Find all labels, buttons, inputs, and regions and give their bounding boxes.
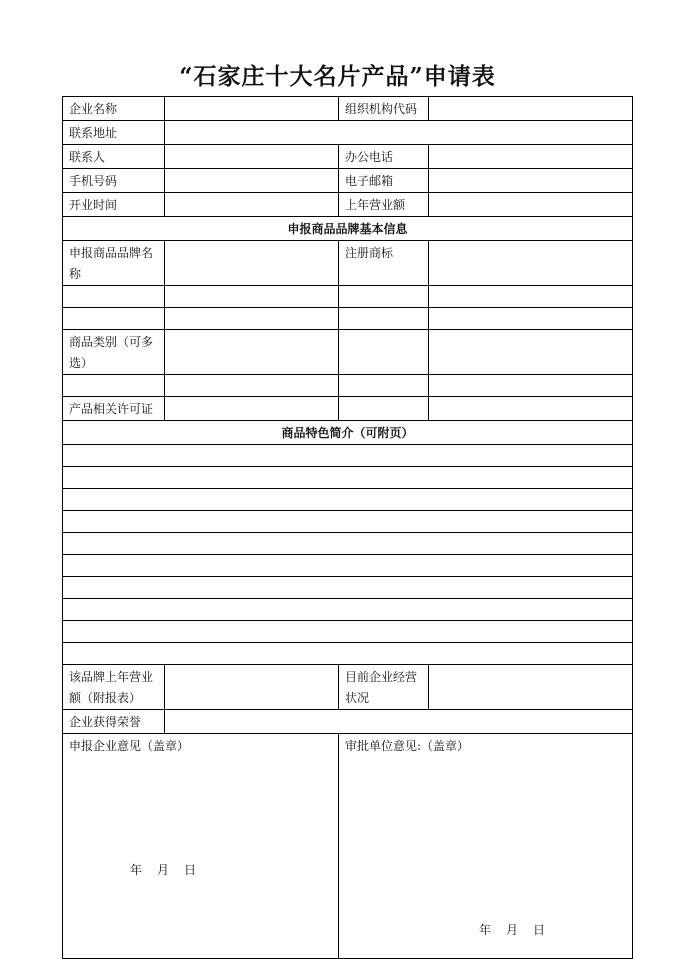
blank-cell[interactable]	[339, 286, 429, 308]
feature-line	[63, 511, 633, 533]
feature-line	[63, 621, 633, 643]
label-category: 商品类别（可多选）	[63, 330, 165, 375]
field-company-name[interactable]	[165, 97, 339, 121]
field-address[interactable]	[165, 121, 633, 145]
row-contact	[63, 145, 633, 169]
blank-cell[interactable]	[429, 286, 633, 308]
feature-line-field[interactable]	[63, 643, 633, 665]
label-contact: 联系人	[63, 145, 165, 169]
feature-line	[63, 533, 633, 555]
label-address: 联系地址	[63, 121, 165, 145]
blank-cell[interactable]	[339, 308, 429, 330]
feature-line	[63, 445, 633, 467]
field-open-date[interactable]	[165, 193, 339, 217]
section-header-features: 商品特色简介（可附页）	[63, 421, 633, 445]
blank-cell[interactable]	[429, 375, 633, 397]
section-header-brand: 申报商品品牌基本信息	[63, 217, 633, 241]
field-mobile[interactable]	[165, 169, 339, 193]
row-brand-name	[63, 241, 633, 286]
date-year: 年	[479, 923, 492, 937]
form-title: “石家庄十大名片产品”申请表	[179, 63, 496, 90]
blank-cell[interactable]	[429, 397, 633, 421]
row-category	[63, 330, 633, 375]
row-blank	[63, 286, 633, 308]
field-brand-revenue[interactable]	[165, 665, 339, 710]
field-contact[interactable]	[165, 145, 339, 169]
field-trademark[interactable]	[429, 241, 633, 286]
blank-cell[interactable]	[429, 330, 633, 375]
date-month: 月	[157, 863, 170, 877]
blank-cell[interactable]	[63, 308, 165, 330]
field-business-status[interactable]	[429, 665, 633, 710]
feature-line-field[interactable]	[63, 555, 633, 577]
field-brand-name[interactable]	[165, 241, 339, 286]
label-trademark: 注册商标	[339, 241, 429, 286]
row-features-section	[63, 421, 633, 445]
row-opinions	[63, 734, 633, 959]
field-category[interactable]	[165, 330, 339, 375]
label-honors: 企业获得荣誉	[63, 710, 165, 734]
feature-line	[63, 643, 633, 665]
blank-cell[interactable]	[63, 375, 165, 397]
date-year: 年	[130, 863, 143, 877]
blank-cell[interactable]	[339, 375, 429, 397]
feature-line-field[interactable]	[63, 511, 633, 533]
field-license[interactable]	[165, 397, 339, 421]
row-honors	[63, 710, 633, 734]
feature-line	[63, 467, 633, 489]
approver-date	[479, 920, 545, 941]
field-office-phone[interactable]	[429, 145, 633, 169]
label-license: 产品相关许可证	[63, 397, 165, 421]
label-mobile: 手机号码	[63, 169, 165, 193]
field-org-code[interactable]	[429, 97, 633, 121]
applicant-opinion-box[interactable]	[63, 734, 339, 959]
label-email: 电子邮箱	[339, 169, 429, 193]
field-honors[interactable]	[165, 710, 633, 734]
feature-line-field[interactable]	[63, 445, 633, 467]
feature-line-field[interactable]	[63, 577, 633, 599]
blank-cell[interactable]	[339, 330, 429, 375]
label-applicant-opinion: 申报企业意见（盖章）	[69, 739, 190, 753]
application-form-table	[62, 96, 633, 959]
feature-line-field[interactable]	[63, 599, 633, 621]
label-brand-name: 申报商品品牌名称	[63, 241, 165, 286]
label-business-status: 目前企业经营状况	[339, 665, 429, 710]
label-last-year-revenue: 上年营业额	[339, 193, 429, 217]
feature-line	[63, 599, 633, 621]
blank-cell[interactable]	[63, 286, 165, 308]
label-company-name: 企业名称	[63, 97, 165, 121]
row-license	[63, 397, 633, 421]
row-open-date	[63, 193, 633, 217]
row-blank	[63, 375, 633, 397]
feature-line	[63, 489, 633, 511]
row-brand-revenue	[63, 665, 633, 710]
blank-cell[interactable]	[165, 375, 339, 397]
blank-cell[interactable]	[429, 308, 633, 330]
row-brand-section	[63, 217, 633, 241]
feature-line-field[interactable]	[63, 621, 633, 643]
row-company	[63, 97, 633, 121]
feature-line-field[interactable]	[63, 467, 633, 489]
label-office-phone: 办公电话	[339, 145, 429, 169]
date-month: 月	[506, 923, 519, 937]
date-day: 日	[184, 863, 197, 877]
applicant-date	[130, 860, 196, 881]
blank-cell[interactable]	[165, 286, 339, 308]
feature-line	[63, 555, 633, 577]
label-approver-opinion: 审批单位意见:（盖章）	[345, 739, 470, 753]
date-day: 日	[533, 923, 546, 937]
approver-opinion-box[interactable]	[339, 734, 633, 959]
field-email[interactable]	[429, 169, 633, 193]
label-brand-revenue: 该品牌上年营业额（附报表）	[63, 665, 165, 710]
feature-line-field[interactable]	[63, 533, 633, 555]
row-mobile	[63, 169, 633, 193]
row-blank	[63, 308, 633, 330]
label-org-code: 组织机构代码	[339, 97, 429, 121]
feature-line-field[interactable]	[63, 489, 633, 511]
blank-cell[interactable]	[339, 397, 429, 421]
field-last-year-revenue[interactable]	[429, 193, 633, 217]
blank-cell[interactable]	[165, 308, 339, 330]
row-address	[63, 121, 633, 145]
feature-line	[63, 577, 633, 599]
label-open-date: 开业时间	[63, 193, 165, 217]
